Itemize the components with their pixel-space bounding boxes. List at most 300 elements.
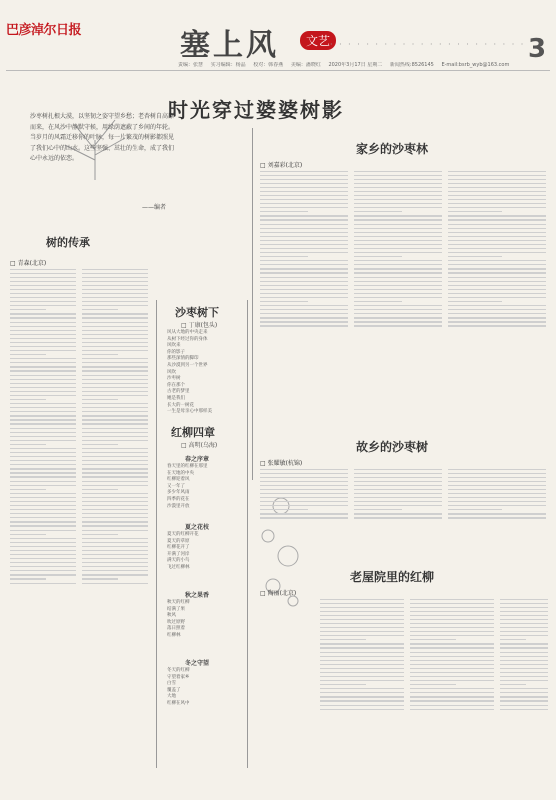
text-line-placeholder — [260, 477, 348, 478]
poem-lines-1 — [167, 330, 239, 416]
text-line-placeholder — [354, 473, 442, 474]
text-line-placeholder — [410, 696, 494, 697]
text-line-placeholder — [500, 603, 548, 604]
text-line-placeholder — [320, 668, 404, 669]
text-line-placeholder — [10, 342, 76, 343]
poem-line: 大地 — [167, 694, 176, 700]
text-line-placeholder — [82, 509, 148, 510]
text-line-placeholder — [10, 517, 76, 518]
poem-subhead-summer: 夏之花枝 — [185, 524, 210, 531]
text-line-placeholder — [320, 676, 404, 677]
text-line-placeholder — [354, 501, 442, 502]
text-line-placeholder — [260, 493, 348, 494]
text-line-placeholder — [260, 517, 348, 518]
text-line-placeholder — [354, 252, 442, 253]
poem-line: 红柳迎着风 — [167, 477, 190, 483]
text-line-placeholder — [10, 448, 76, 449]
text-line-placeholder — [82, 489, 118, 490]
text-line-placeholder — [10, 481, 76, 482]
text-line-placeholder — [410, 656, 494, 657]
text-line-placeholder — [500, 705, 548, 706]
poem-line: 红柳花开了 — [167, 545, 190, 551]
text-line-placeholder — [260, 207, 348, 208]
text-line-placeholder — [354, 293, 442, 294]
text-line-placeholder — [410, 684, 456, 685]
page-number: 3 — [528, 34, 547, 64]
text-line-placeholder — [354, 207, 442, 208]
text-line-placeholder — [10, 338, 76, 339]
text-line-placeholder — [82, 395, 148, 396]
text-line-placeholder — [448, 187, 546, 188]
poem-line: 飞过红柳林 — [167, 564, 190, 570]
text-line-placeholder — [260, 240, 348, 241]
text-line-placeholder — [82, 301, 148, 302]
text-line-placeholder — [82, 578, 118, 579]
text-line-placeholder — [260, 485, 348, 486]
poem-subhead-winter: 冬之守望 — [185, 660, 210, 667]
text-line-placeholder — [82, 452, 148, 453]
text-line-placeholder — [10, 497, 76, 498]
text-line-placeholder — [320, 643, 404, 644]
text-line-placeholder — [354, 301, 402, 302]
text-line-placeholder — [10, 578, 46, 579]
text-line-placeholder — [82, 334, 148, 335]
text-line-placeholder — [354, 505, 442, 506]
left-story-body-col1 — [10, 266, 76, 786]
poem-byline-2: □ 高明(乌海) — [181, 442, 218, 449]
text-line-placeholder — [354, 305, 442, 306]
text-line-placeholder — [320, 705, 404, 706]
text-line-placeholder — [82, 313, 148, 314]
text-line-placeholder — [10, 513, 76, 514]
text-line-placeholder — [448, 497, 546, 498]
text-line-placeholder — [82, 293, 148, 294]
text-line-placeholder — [320, 607, 404, 608]
text-line-placeholder — [448, 513, 546, 514]
meta-hotline: 新闻热线:8526145 — [389, 62, 434, 68]
text-line-placeholder — [10, 297, 76, 298]
text-line-placeholder — [82, 521, 148, 522]
text-line-placeholder — [260, 473, 348, 474]
text-line-placeholder — [260, 232, 348, 233]
text-line-placeholder — [354, 493, 442, 494]
text-line-placeholder — [500, 696, 548, 697]
text-line-placeholder — [500, 676, 548, 677]
text-line-placeholder — [448, 509, 502, 510]
text-line-placeholder — [10, 468, 76, 469]
text-line-placeholder — [82, 362, 148, 363]
text-line-placeholder — [82, 277, 148, 278]
text-line-placeholder — [82, 379, 148, 380]
text-line-placeholder — [10, 570, 76, 571]
right-story-3-col1 — [320, 596, 404, 786]
text-line-placeholder — [82, 464, 148, 465]
text-line-placeholder — [354, 325, 442, 326]
text-line-placeholder — [10, 566, 76, 567]
text-line-placeholder — [10, 476, 76, 477]
masthead-rule — [6, 70, 550, 71]
text-line-placeholder — [82, 566, 148, 567]
text-line-placeholder — [260, 281, 348, 282]
text-line-placeholder — [320, 656, 404, 657]
text-line-placeholder — [448, 264, 546, 265]
text-line-placeholder — [410, 680, 494, 681]
text-line-placeholder — [260, 313, 348, 314]
text-line-placeholder — [448, 477, 546, 478]
text-line-placeholder — [354, 277, 442, 278]
text-line-placeholder — [354, 228, 442, 229]
text-line-placeholder — [10, 562, 76, 563]
text-line-placeholder — [448, 203, 546, 204]
text-line-placeholder — [82, 375, 148, 376]
text-line-placeholder — [320, 619, 404, 620]
text-line-placeholder — [260, 285, 348, 286]
right-story-1-col3 — [448, 168, 546, 430]
text-line-placeholder — [82, 574, 148, 575]
text-line-placeholder — [82, 476, 148, 477]
text-line-placeholder — [260, 244, 348, 245]
text-line-placeholder — [10, 550, 76, 551]
text-line-placeholder — [448, 179, 546, 180]
text-line-placeholder — [82, 305, 148, 306]
text-line-placeholder — [500, 656, 548, 657]
lead-text: 沙枣树扎根大漠，以坚韧之姿守望乡愁；老杏树自高原而来，在风沙中静默守候，用绿荫遮蔽了乡间的年轮。当岁月的风霜迁移你的叶脉，每一片繁茂的树影都照见了我们心中的山水。这些坚强、茁壮的生命，成了我们心中永远的依恋。 — [30, 113, 175, 162]
poem-line: 风吹来 — [167, 343, 181, 349]
text-line-placeholder — [82, 423, 148, 424]
text-line-placeholder — [82, 493, 148, 494]
text-line-placeholder — [500, 611, 548, 612]
poem-line: 一生是母亲心中那样美 — [167, 409, 212, 415]
text-line-placeholder — [10, 525, 76, 526]
text-line-placeholder — [448, 289, 546, 290]
text-line-placeholder — [354, 187, 442, 188]
poem-subhead-autumn: 秋之果香 — [185, 592, 210, 599]
text-line-placeholder — [448, 473, 546, 474]
text-line-placeholder — [354, 232, 442, 233]
text-line-placeholder — [260, 183, 348, 184]
text-line-placeholder — [354, 481, 442, 482]
text-line-placeholder — [82, 330, 148, 331]
text-line-placeholder — [320, 696, 404, 697]
text-line-placeholder — [260, 293, 348, 294]
text-line-placeholder — [82, 383, 148, 384]
poem-line: 落日照着 — [167, 626, 185, 632]
text-line-placeholder — [448, 489, 546, 490]
text-line-placeholder — [82, 350, 148, 351]
text-line-placeholder — [448, 183, 546, 184]
text-line-placeholder — [410, 635, 494, 636]
text-line-placeholder — [354, 211, 402, 212]
text-line-placeholder — [354, 260, 442, 261]
text-line-placeholder — [10, 289, 76, 290]
text-line-placeholder — [500, 647, 548, 648]
text-line-placeholder — [10, 387, 76, 388]
text-line-placeholder — [320, 688, 404, 689]
text-line-placeholder — [260, 211, 308, 212]
text-line-placeholder — [448, 224, 546, 225]
right-story-1-col1 — [260, 168, 348, 430]
text-line-placeholder — [448, 191, 546, 192]
text-line-placeholder — [260, 309, 348, 310]
right-story-1-col2 — [354, 168, 442, 430]
text-line-placeholder — [260, 195, 348, 196]
text-line-placeholder — [500, 684, 526, 685]
section-title: 塞上风 — [180, 28, 279, 63]
poem-line: 从树下经过你的身体 — [167, 336, 208, 342]
text-line-placeholder — [320, 672, 404, 673]
text-line-placeholder — [82, 513, 148, 514]
text-line-placeholder — [448, 517, 546, 518]
text-line-placeholder — [82, 338, 148, 339]
text-line-placeholder — [354, 171, 442, 172]
text-line-placeholder — [260, 497, 348, 498]
text-line-placeholder — [410, 676, 494, 677]
text-line-placeholder — [448, 248, 546, 249]
text-line-placeholder — [82, 570, 148, 571]
text-line-placeholder — [82, 269, 148, 270]
text-line-placeholder — [10, 415, 76, 416]
text-line-placeholder — [354, 289, 442, 290]
poem-line: 风从大地的中央走来 — [167, 330, 208, 335]
text-line-placeholder — [82, 326, 148, 327]
text-line-placeholder — [320, 639, 366, 640]
text-line-placeholder — [10, 574, 76, 575]
poem-line: 夏天的草原 — [167, 538, 190, 544]
text-line-placeholder — [410, 700, 494, 701]
text-line-placeholder — [354, 509, 402, 510]
text-line-placeholder — [82, 562, 148, 563]
text-line-placeholder — [10, 362, 76, 363]
text-line-placeholder — [260, 171, 348, 172]
text-line-placeholder — [448, 171, 546, 172]
text-line-placeholder — [10, 521, 76, 522]
text-line-placeholder — [260, 489, 348, 490]
poem-line: 沙漠里开放 — [167, 503, 190, 509]
text-line-placeholder — [448, 219, 546, 220]
text-line-placeholder — [82, 358, 148, 359]
text-line-placeholder — [10, 285, 76, 286]
text-line-placeholder — [354, 224, 442, 225]
poem-line: 秋天的红柳 — [167, 600, 190, 605]
text-line-placeholder — [320, 647, 404, 648]
text-line-placeholder — [82, 317, 148, 318]
text-line-placeholder — [10, 493, 76, 494]
left-story-title: 树的传承 — [46, 236, 90, 249]
poem-line: 那些深情的脚印 — [167, 356, 199, 362]
text-line-placeholder — [354, 497, 442, 498]
text-line-placeholder — [10, 399, 46, 400]
text-line-placeholder — [82, 517, 148, 518]
text-line-placeholder — [82, 289, 148, 290]
poem-line: 覆盖了 — [167, 687, 181, 693]
text-line-placeholder — [500, 607, 548, 608]
poem-line: 从沙漠到另一个世界 — [167, 362, 208, 368]
text-line-placeholder — [410, 603, 494, 604]
text-line-placeholder — [354, 477, 442, 478]
text-line-placeholder — [448, 285, 546, 286]
text-line-placeholder — [10, 509, 76, 510]
text-line-placeholder — [82, 530, 148, 531]
text-line-placeholder — [10, 558, 76, 559]
text-line-placeholder — [10, 309, 46, 310]
text-line-placeholder — [448, 309, 546, 310]
text-line-placeholder — [448, 485, 546, 486]
text-line-placeholder — [448, 481, 546, 482]
text-line-placeholder — [10, 317, 76, 318]
text-line-placeholder — [448, 493, 546, 494]
poem-line: 结满了果 — [167, 606, 185, 612]
text-line-placeholder — [10, 322, 76, 323]
text-line-placeholder — [10, 395, 76, 396]
text-line-placeholder — [320, 709, 404, 710]
text-line-placeholder — [10, 370, 76, 371]
text-line-placeholder — [448, 260, 546, 261]
poem-line: 长大的一树花 — [167, 402, 194, 408]
text-line-placeholder — [82, 538, 148, 539]
poem-line: 沙枣树 — [167, 376, 181, 382]
text-line-placeholder — [354, 219, 442, 220]
text-line-placeholder — [448, 240, 546, 241]
text-line-placeholder — [260, 260, 348, 261]
text-line-placeholder — [320, 615, 404, 616]
text-line-placeholder — [260, 236, 348, 237]
text-line-placeholder — [354, 469, 442, 470]
text-line-placeholder — [10, 505, 76, 506]
text-line-placeholder — [354, 179, 442, 180]
text-line-placeholder — [260, 256, 308, 257]
poem-line: 在天地的中央 — [167, 470, 194, 476]
text-line-placeholder — [10, 269, 76, 270]
text-line-placeholder — [410, 692, 494, 693]
poem-line: 满天的小鸟 — [167, 558, 190, 564]
text-line-placeholder — [10, 583, 76, 584]
text-line-placeholder — [10, 460, 76, 461]
text-line-placeholder — [10, 346, 76, 347]
text-line-placeholder — [10, 542, 76, 543]
text-line-placeholder — [10, 305, 76, 306]
text-line-placeholder — [260, 191, 348, 192]
text-line-placeholder — [448, 228, 546, 229]
text-line-placeholder — [354, 244, 442, 245]
poem-line: 开满了河岸 — [167, 551, 190, 557]
text-line-placeholder — [500, 668, 548, 669]
right-byline-3: □ 陶丽(北京) — [260, 590, 297, 597]
text-line-placeholder — [82, 419, 148, 420]
poem-line: 又一年了 — [167, 483, 185, 489]
text-line-placeholder — [10, 428, 76, 429]
text-line-placeholder — [320, 684, 366, 685]
poem-subhead-spring: 春之序章 — [185, 456, 210, 463]
text-line-placeholder — [410, 599, 494, 600]
text-line-placeholder — [448, 244, 546, 245]
meta-date: 2020年3月17日 星期二 — [328, 62, 383, 68]
text-line-placeholder — [354, 175, 442, 176]
text-line-placeholder — [448, 505, 546, 506]
text-line-placeholder — [10, 293, 76, 294]
text-line-placeholder — [448, 317, 546, 318]
text-line-placeholder — [260, 268, 348, 269]
text-line-placeholder — [82, 583, 148, 584]
poem-line: 守望着家乡 — [167, 674, 190, 680]
text-line-placeholder — [320, 680, 404, 681]
text-line-placeholder — [10, 440, 76, 441]
text-line-placeholder — [448, 232, 546, 233]
text-line-placeholder — [354, 321, 442, 322]
text-line-placeholder — [410, 627, 494, 628]
poem-line: 秋风 — [167, 613, 176, 619]
text-line-placeholder — [410, 607, 494, 608]
text-line-placeholder — [10, 464, 76, 465]
text-line-placeholder — [10, 432, 76, 433]
text-line-placeholder — [260, 481, 348, 482]
right-story-2-col3 — [448, 466, 546, 556]
text-line-placeholder — [10, 530, 76, 531]
poem-line: 红柳林 — [167, 632, 181, 638]
text-line-placeholder — [448, 501, 546, 502]
poem-lines-5 — [167, 668, 239, 708]
text-line-placeholder — [10, 334, 76, 335]
text-line-placeholder — [448, 211, 502, 212]
text-line-placeholder — [82, 444, 118, 445]
right-story-2-col2 — [354, 466, 442, 556]
text-line-placeholder — [260, 187, 348, 188]
text-line-placeholder — [500, 639, 526, 640]
text-line-placeholder — [410, 619, 494, 620]
text-line-placeholder — [500, 664, 548, 665]
text-line-placeholder — [82, 387, 148, 388]
text-line-placeholder — [448, 469, 546, 470]
text-line-placeholder — [448, 272, 546, 273]
text-line-placeholder — [260, 264, 348, 265]
text-line-placeholder — [410, 647, 494, 648]
text-line-placeholder — [260, 199, 348, 200]
text-line-placeholder — [410, 611, 494, 612]
text-line-placeholder — [10, 326, 76, 327]
text-line-placeholder — [354, 513, 442, 514]
text-line-placeholder — [354, 191, 442, 192]
text-line-placeholder — [500, 631, 548, 632]
text-line-placeholder — [260, 224, 348, 225]
text-line-placeholder — [82, 525, 148, 526]
text-line-placeholder — [10, 546, 76, 547]
text-line-placeholder — [82, 366, 148, 367]
right-byline-1: □ 刘嘉彩(北京) — [260, 162, 303, 169]
text-line-placeholder — [354, 297, 442, 298]
text-line-placeholder — [260, 252, 348, 253]
text-line-placeholder — [10, 538, 76, 539]
text-line-placeholder — [448, 301, 502, 302]
text-line-placeholder — [500, 672, 548, 673]
text-line-placeholder — [354, 268, 442, 269]
text-line-placeholder — [82, 415, 148, 416]
text-line-placeholder — [354, 248, 442, 249]
text-line-placeholder — [448, 175, 546, 176]
text-line-placeholder — [320, 623, 404, 624]
text-line-placeholder — [10, 554, 76, 555]
text-line-placeholder — [354, 317, 442, 318]
poem-lines-4 — [167, 600, 239, 640]
text-line-placeholder — [410, 709, 494, 710]
poem-line: 吹过原野 — [167, 619, 185, 625]
text-line-placeholder — [260, 203, 348, 204]
poem-line: 多少年风雨 — [167, 490, 190, 496]
text-line-placeholder — [10, 330, 76, 331]
left-story-byline: □ 青森(北京) — [10, 260, 47, 267]
text-line-placeholder — [320, 631, 404, 632]
text-line-placeholder — [354, 517, 442, 518]
text-line-placeholder — [500, 627, 548, 628]
text-line-placeholder — [82, 456, 148, 457]
